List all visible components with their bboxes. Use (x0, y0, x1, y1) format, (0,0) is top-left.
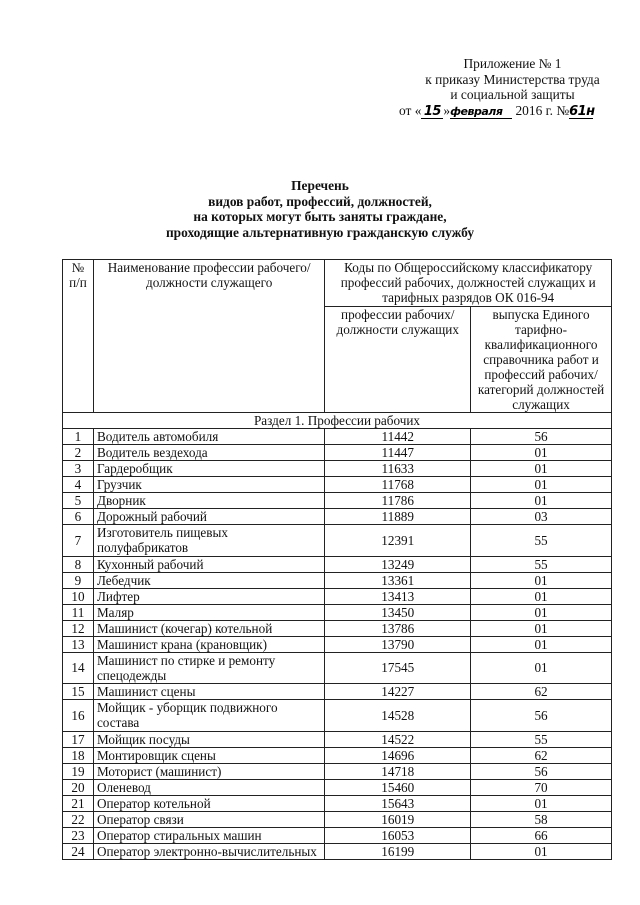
row-profession-code: 16199 (325, 843, 471, 859)
table-row (63, 843, 612, 859)
row-number: 9 (63, 572, 94, 588)
table-row (63, 827, 612, 843)
row-number: 23 (63, 827, 94, 843)
table-row (63, 636, 612, 652)
row-number: 8 (63, 556, 94, 572)
row-profession-code: 13413 (325, 588, 471, 604)
row-profession-code: 14718 (325, 763, 471, 779)
row-etks-grade: 01 (471, 604, 612, 620)
row-name: Оператор электронно-вычислительных (93, 843, 324, 859)
appendix-header (395, 56, 630, 119)
row-name: Кухонный рабочий (93, 556, 324, 572)
row-number: 3 (63, 461, 94, 477)
row-name: Оленевод (93, 779, 324, 795)
row-profession-code: 11889 (325, 509, 471, 525)
row-name: Монтировщик сцены (93, 747, 324, 763)
row-etks-grade: 01 (471, 843, 612, 859)
row-number: 1 (63, 429, 94, 445)
row-profession-code: 12391 (325, 525, 471, 557)
date-prefix: от « (399, 102, 422, 118)
title-line-4: проходящие альтернативную гражданскую службу (165, 224, 475, 240)
row-number: 17 (63, 731, 94, 747)
row-etks-grade: 01 (471, 795, 612, 811)
row-name: Лебедчик (93, 572, 324, 588)
row-number: 19 (63, 763, 94, 779)
row-profession-code: 13790 (325, 636, 471, 652)
table-row (63, 684, 612, 700)
date-year: 2016 г. (515, 102, 553, 118)
row-etks-grade: 01 (471, 588, 612, 604)
row-name: Дорожный рабочий (93, 509, 324, 525)
table-row (63, 652, 612, 684)
row-profession-code: 13249 (325, 556, 471, 572)
title-line-3: на которых могут быть заняты граждане, (193, 209, 447, 224)
row-etks-grade: 56 (471, 429, 612, 445)
row-profession-code: 15643 (325, 795, 471, 811)
row-etks-grade: 01 (471, 461, 612, 477)
table-row (63, 604, 612, 620)
section-title: Раздел 1. Профессии рабочих (63, 413, 612, 429)
table-row (63, 509, 612, 525)
table-row (63, 477, 612, 493)
row-profession-code: 11633 (325, 461, 471, 477)
row-profession-code: 17545 (325, 652, 471, 684)
row-name: Дворник (93, 493, 324, 509)
row-name: Мойщик посуды (93, 731, 324, 747)
row-profession-code: 11768 (325, 477, 471, 493)
appendix-ministry: и социальной защиты (450, 87, 575, 102)
row-name: Грузчик (93, 477, 324, 493)
row-profession-code: 16053 (325, 827, 471, 843)
row-name: Машинист сцены (93, 684, 324, 700)
row-name: Оператор стиральных машин (93, 827, 324, 843)
row-name: Мойщик - уборщик подвижного состава (93, 700, 324, 732)
row-etks-grade: 03 (471, 509, 612, 525)
handwritten-order-number: 61н (569, 103, 595, 119)
header-etks-grade: выпуска Единого тарифно-квалификационного справочника работ и профессий рабочих/категорий должностей служащих (471, 307, 612, 413)
row-number: 2 (63, 445, 94, 461)
table-row (63, 556, 612, 572)
row-number: 5 (63, 493, 94, 509)
row-name: Изготовитель пищевых полуфабрикатов (93, 525, 324, 557)
row-number: 20 (63, 779, 94, 795)
row-profession-code: 13450 (325, 604, 471, 620)
row-name: Машинист (кочегар) котельной (93, 620, 324, 636)
row-profession-code: 11442 (325, 429, 471, 445)
table-row (63, 795, 612, 811)
handwritten-month: февраля (450, 105, 512, 119)
row-name: Лифтер (93, 588, 324, 604)
table-row (63, 763, 612, 779)
row-profession-code: 14522 (325, 731, 471, 747)
row-number: 21 (63, 795, 94, 811)
row-name: Водитель автомобиля (93, 429, 324, 445)
row-etks-grade: 01 (471, 652, 612, 684)
row-number: 13 (63, 636, 94, 652)
header-number: № п/п (63, 260, 94, 413)
appendix-title: Приложение № 1 (463, 56, 562, 71)
row-etks-grade: 01 (471, 445, 612, 461)
row-name: Оператор связи (93, 811, 324, 827)
title-line-2: видов работ, профессий, должностей, (208, 193, 432, 209)
row-number: 15 (63, 684, 94, 700)
section-row (63, 413, 612, 429)
table-row (63, 445, 612, 461)
row-etks-grade: 62 (471, 684, 612, 700)
row-number: 24 (63, 843, 94, 859)
row-number: 16 (63, 700, 94, 732)
row-etks-grade: 55 (471, 556, 612, 572)
row-name: Маляр (93, 604, 324, 620)
row-name: Оператор котельной (93, 795, 324, 811)
row-profession-code: 13786 (325, 620, 471, 636)
row-profession-code: 14227 (325, 684, 471, 700)
row-etks-grade: 01 (471, 636, 612, 652)
professions-table (62, 259, 612, 860)
row-profession-code: 15460 (325, 779, 471, 795)
handwritten-day: 15 (421, 105, 443, 119)
table-row (63, 525, 612, 557)
row-etks-grade: 01 (471, 572, 612, 588)
row-etks-grade: 01 (471, 620, 612, 636)
row-profession-code: 14696 (325, 747, 471, 763)
row-number: 7 (63, 525, 94, 557)
row-profession-code: 11447 (325, 445, 471, 461)
row-etks-grade: 62 (471, 747, 612, 763)
row-profession-code: 16019 (325, 811, 471, 827)
row-name: Машинист крана (крановщик) (93, 636, 324, 652)
document-title (100, 178, 540, 240)
row-etks-grade: 01 (471, 477, 612, 493)
date-mid: » (443, 102, 451, 118)
row-number: 22 (63, 811, 94, 827)
row-name: Машинист по стирке и ремонту спецодежды (93, 652, 324, 684)
title-line-1: Перечень (291, 178, 349, 193)
row-etks-grade: 56 (471, 763, 612, 779)
table-row (63, 700, 612, 732)
row-number: 10 (63, 588, 94, 604)
table-row (63, 429, 612, 445)
row-number: 12 (63, 620, 94, 636)
row-number: 14 (63, 652, 94, 684)
header-name: Наименование профессии рабочего/должности служащего (93, 260, 324, 413)
row-name: Моторист (машинист) (93, 763, 324, 779)
row-etks-grade: 55 (471, 731, 612, 747)
row-number: 11 (63, 604, 94, 620)
table-row (63, 588, 612, 604)
row-name: Гардеробщик (93, 461, 324, 477)
row-etks-grade: 01 (471, 493, 612, 509)
table-row (63, 461, 612, 477)
row-etks-grade: 66 (471, 827, 612, 843)
row-profession-code: 14528 (325, 700, 471, 732)
row-number: 4 (63, 477, 94, 493)
order-number-label: № (556, 102, 570, 118)
row-number: 6 (63, 509, 94, 525)
table-header-row (63, 260, 612, 307)
appendix-date-line (395, 103, 630, 119)
row-number: 18 (63, 747, 94, 763)
table-row (63, 747, 612, 763)
row-profession-code: 11786 (325, 493, 471, 509)
header-codes: Коды по Общероссийскому классификатору профессий рабочих, должностей служащих и тарифных разрядов ОК 016-94 (325, 260, 612, 307)
table-row (63, 572, 612, 588)
row-profession-code: 13361 (325, 572, 471, 588)
row-etks-grade: 58 (471, 811, 612, 827)
table-row (63, 731, 612, 747)
appendix-order-ref: к приказу Министерства труда (425, 71, 600, 87)
row-etks-grade: 55 (471, 525, 612, 557)
row-name: Водитель вездехода (93, 445, 324, 461)
row-etks-grade: 70 (471, 779, 612, 795)
table-row (63, 493, 612, 509)
row-etks-grade: 56 (471, 700, 612, 732)
table-row (63, 620, 612, 636)
table-row (63, 811, 612, 827)
table-row (63, 779, 612, 795)
header-profession-code: профессии рабочих/должности служащих (325, 307, 471, 413)
